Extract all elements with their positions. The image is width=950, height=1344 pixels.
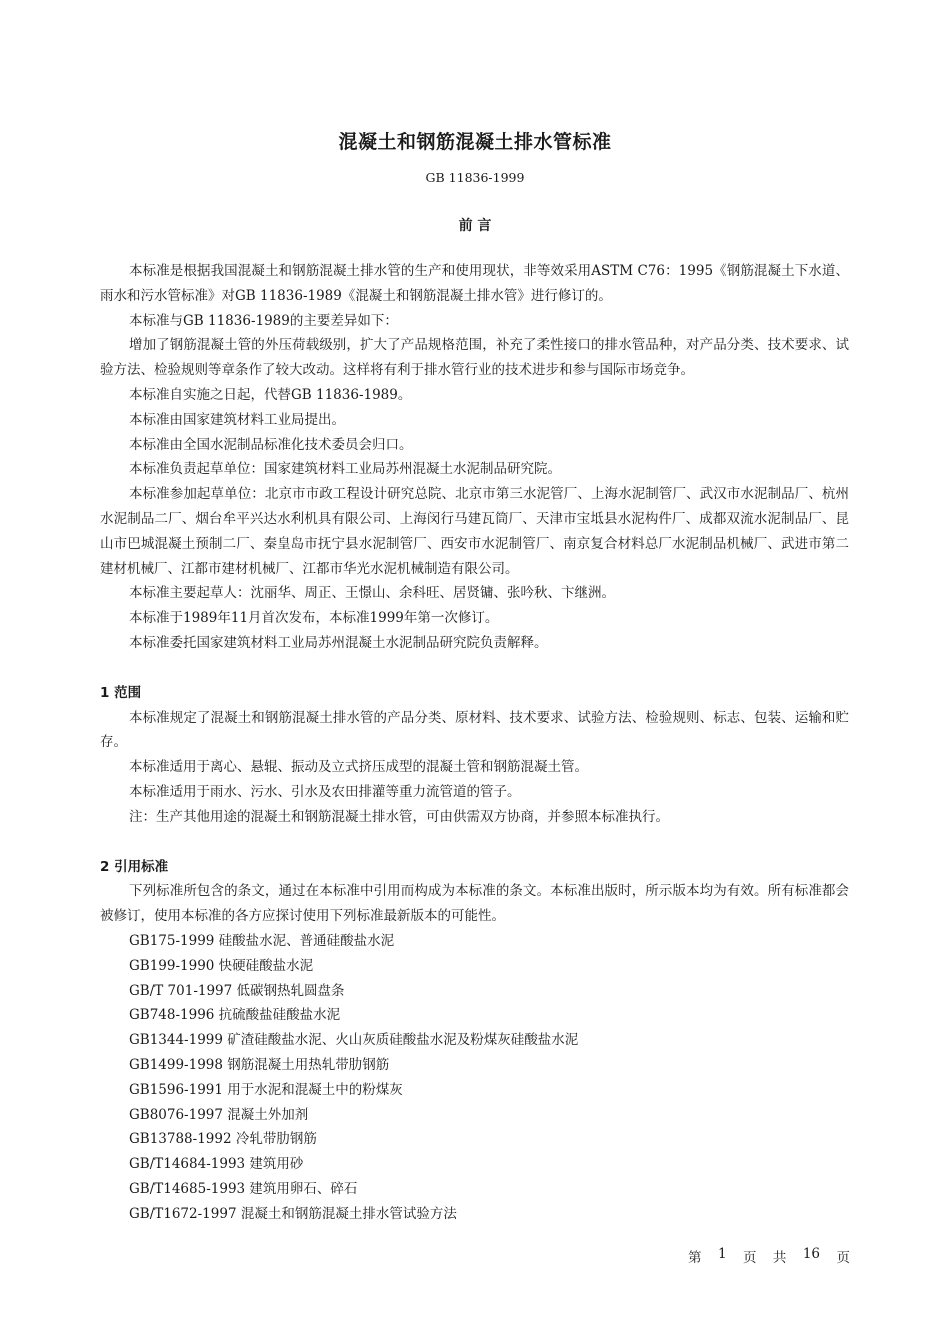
reference-item: GB1344-1999 矿渣硅酸盐水泥、火山灰质硅酸盐水泥及粉煤灰硅酸盐水泥 — [129, 1032, 579, 1049]
preface-paragraph: 本标准是根据我国混凝土和钢筋混凝土排水管的生产和使用现状，非等效采用ASTM C76：1995《钢筋混凝土下水道、雨水和污水管标准》对GB 11836-1989《混凝土和钢筋混凝土排水管》进行修订的。 — [100, 263, 849, 304]
section-2-heading: 2 引用标准 — [100, 858, 169, 875]
reference-item: GB/T1672-1997 混凝土和钢筋混凝土排水管试验方法 — [129, 1205, 457, 1222]
section-1-note: 注：生产其他用途的混凝土和钢筋混凝土排水管，可由供需双方协商，并参照本标准执行。 — [129, 808, 669, 825]
reference-item: GB1499-1998 钢筋混凝土用热轧带肋钢筋 — [129, 1056, 390, 1073]
section-2-intro: 下列标准所包含的条文，通过在本标准中引用而构成为本标准的条文。本标准出版时，所示版本均为有效。所有标准都会被修订，使用本标准的各方应探讨使用下列标准最新版本的可能性。 — [100, 883, 849, 925]
reference-item: GB13788-1992 冷轧带肋钢筋 — [129, 1131, 317, 1148]
page-footer — [688, 1246, 850, 1266]
preface-paragraph: 本标准与GB 11836-1989的主要差异如下： — [129, 312, 398, 329]
total-pages: 16 — [802, 1246, 821, 1262]
preface-paragraph: 本标准参加起草单位：北京市市政工程设计研究总院、北京市第三水泥管厂、上海水泥制管厂、武汉市水泥制品厂、杭州水泥制品二厂、烟台牟平兴达水利机具有限公司、上海闵行马建瓦筒厂、天津市宝坻县水泥构件厂、成都双流水泥制品厂、昆山市巴城混凝土预制二厂、秦皇岛市抚宁县水泥制管厂、西安市水泥制管厂、南京复合材料总厂水泥制品机械厂、武进市第二建材机械厂、江都市建材机械厂、江都市华光水泥机械制造有限公司。 — [100, 486, 849, 577]
reference-item: GB1596-1991 用于水泥和混凝土中的粉煤灰 — [129, 1081, 403, 1098]
page-label: 第 — [688, 1250, 702, 1266]
document-body — [100, 259, 849, 1226]
preface-paragraph: 本标准由全国水泥制品标准化技术委员会归口。 — [129, 436, 413, 453]
preface-heading: 前 言 — [458, 218, 492, 234]
reference-item: GB748-1996 抗硫酸盐硅酸盐水泥 — [129, 1007, 341, 1024]
preface-paragraph: 本标准主要起草人：沈丽华、周正、王憬山、余科旺、居贤镛、张吟秋、卞继洲。 — [129, 585, 615, 602]
preface-paragraph: 本标准由国家建筑材料工业局提出。 — [129, 411, 345, 428]
section-1-paragraph: 本标准适用于离心、悬辊、振动及立式挤压成型的混凝土管和钢筋混凝土管。 — [129, 759, 588, 776]
section-1-paragraph: 本标准适用于雨水、污水、引水及农田排灌等重力流管道的管子。 — [129, 783, 521, 800]
page-number: 1 — [717, 1246, 727, 1262]
preface-paragraph: 本标准自实施之日起，代替GB 11836-1989。 — [129, 386, 412, 403]
page-label: 页 — [742, 1250, 757, 1266]
preface-paragraph: 增加了钢筋混凝土管的外压荷载级别，扩大了产品规格范围，补充了柔性接口的排水管品种，对产品分类、技术要求、试验方法、检验规则等章条作了较大改动。这样将有利于排水管行业的技术进步和参与国际市场竞争。 — [100, 337, 849, 379]
reference-item: GB/T14684-1993 建筑用砂 — [129, 1156, 304, 1173]
total-label: 共 — [772, 1250, 787, 1266]
total-label: 页 — [836, 1250, 850, 1266]
document-title: 混凝土和钢筋混凝土排水管标准 — [338, 131, 612, 153]
reference-item: GB199-1990 快硬硅酸盐水泥 — [129, 957, 314, 974]
reference-item: GB/T 701-1997 低碳钢热轧圆盘条 — [129, 982, 345, 999]
reference-item: GB8076-1997 混凝土外加剂 — [129, 1106, 309, 1123]
reference-item: GB175-1999 硅酸盐水泥、普通硅酸盐水泥 — [129, 932, 395, 949]
section-1-paragraph: 本标准规定了混凝土和钢筋混凝土排水管的产品分类、原材料、技术要求、试验方法、检验规则、标志、包装、运输和贮存。 — [100, 709, 849, 751]
standard-code: GB 11836-1999 — [425, 170, 525, 185]
preface-paragraph: 本标准于1989年11月首次发布，本标准1999年第一次修订。 — [129, 610, 499, 627]
reference-item: GB/T14685-1993 建筑用卵石、碎石 — [129, 1180, 358, 1197]
preface-paragraph: 本标准委托国家建筑材料工业局苏州混凝土水泥制品研究院负责解释。 — [129, 634, 548, 651]
section-1-heading: 1 范围 — [100, 684, 142, 701]
preface-paragraph: 本标准负责起草单位：国家建筑材料工业局苏州混凝土水泥制品研究院。 — [129, 461, 561, 478]
